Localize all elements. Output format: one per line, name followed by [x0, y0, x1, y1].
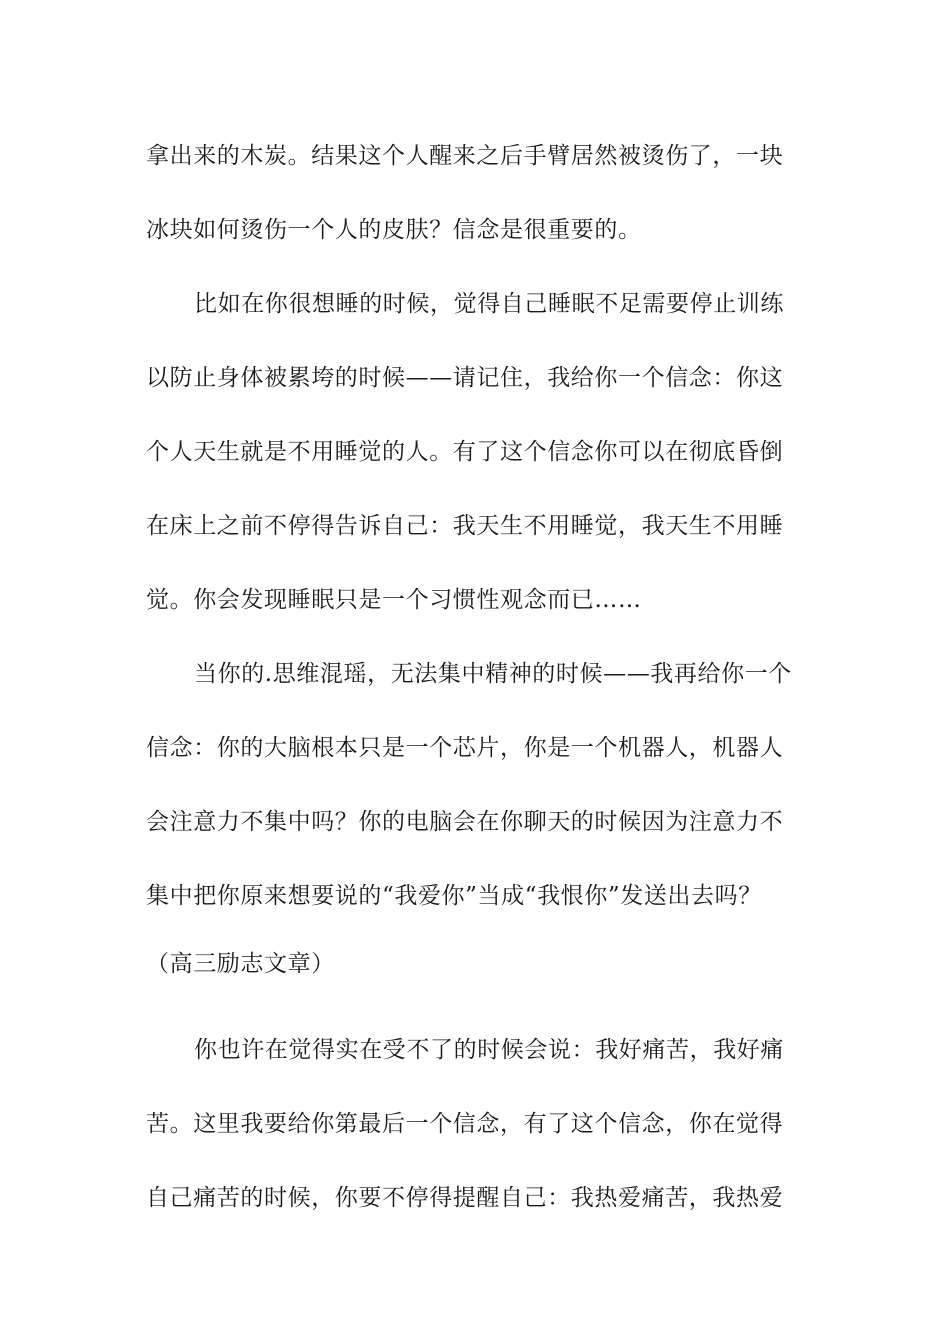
text-line: 集中把你原来想要说的“我爱你”当成“我恨你”发送出去吗？	[146, 883, 762, 909]
text-line: 个人天生就是不用睡觉的人。有了这个信念你可以在彻底昏倒	[146, 439, 784, 465]
text-line: 以防止身体被累垮的时候——请记住，我给你一个信念：你这	[146, 365, 784, 391]
text-line: （高三励志文章）	[146, 951, 335, 977]
text-line: 会注意力不集中吗？你的电脑会在你聊天的时候因为注意力不	[146, 809, 784, 835]
text-line: 觉。你会发现睡眠只是一个习惯性观念而已……	[146, 587, 642, 613]
paragraph-start-line: 比如在你很想睡的时候，觉得自己睡眠不足需要停止训练	[194, 291, 784, 317]
text-line: 拿出来的木炭。结果这个人醒来之后手臂居然被烫伤了，一块	[146, 143, 784, 169]
paragraph-start-line: 你也许在觉得实在受不了的时候会说：我好痛苦，我好痛	[194, 1037, 784, 1063]
paragraph-start-line: 当你的.思维混瑶，无法集中精神的时候——我再给你一个	[194, 661, 792, 687]
text-line: 苦。这里我要给你第最后一个信念，有了这个信念，你在觉得	[146, 1111, 784, 1137]
text-line: 信念：你的大脑根本只是一个芯片，你是一个机器人，机器人	[146, 735, 784, 761]
text-line: 冰块如何烫伤一个人的皮肤？信念是很重要的。	[146, 217, 642, 243]
text-line: 自己痛苦的时候，你要不停得提醒自己：我热爱痛苦，我热爱	[146, 1185, 784, 1211]
text-line: 在床上之前不停得告诉自己：我天生不用睡觉，我天生不用睡	[146, 513, 784, 539]
